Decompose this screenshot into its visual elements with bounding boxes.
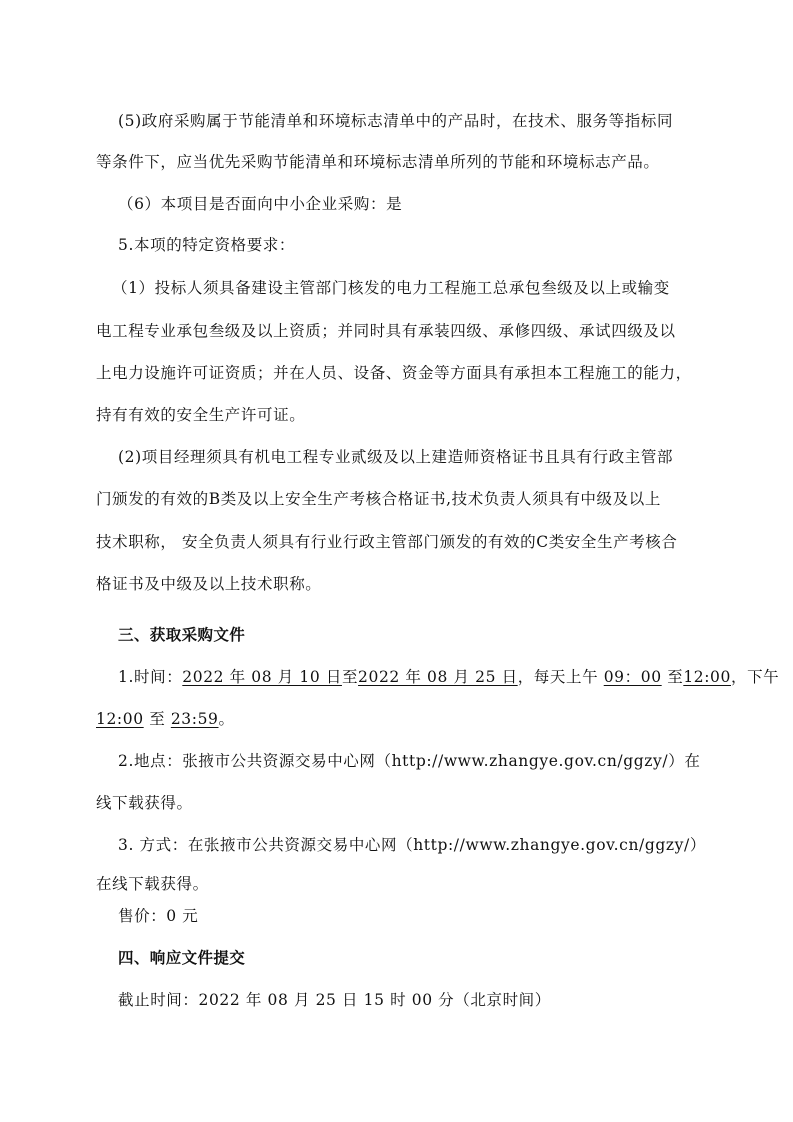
method-line-2: 在线下载获得。	[96, 875, 209, 893]
am-start-time: 09：00	[603, 668, 662, 686]
time-line-1	[118, 667, 779, 687]
end-date: 2022 年 08 月 25 日	[358, 668, 518, 686]
to-separator-3: 至	[143, 710, 171, 728]
qualification-1-line-3: 上电力设施许可证资质；并在人员、设备、资金等方面具有承担本工程施工的能力，	[96, 364, 692, 382]
qualification-2-line-3: 技术职称， 安全负责人须具有行业行政主管部门颁发的有效的C类安全生产考核合	[96, 533, 678, 551]
paragraph-5-line-1: (5)政府采购属于节能清单和环境标志清单中的产品时，在技术、服务等指标同	[118, 112, 674, 130]
section-3-heading: 三、获取采购文件	[118, 626, 246, 644]
pm-label: ，下午	[730, 668, 780, 686]
qualification-1-line-1: （1）投标人须具备建设主管部门核发的电力工程施工总承包叁级及以上或输变	[112, 279, 670, 297]
qualification-2-line-4: 格证书及中级及以上技术职称。	[96, 575, 322, 593]
time-end: 。	[218, 710, 235, 728]
deadline-line: 截止时间：2022 年 08 月 25 日 15 时 00 分（北京时间）	[118, 991, 551, 1009]
time-line-2	[96, 709, 235, 729]
qualification-title: 5.本项的特定资格要求：	[118, 236, 295, 254]
place-line-2: 线下载获得。	[96, 794, 193, 812]
paragraph-5-line-2: 等条件下，应当优先采购节能清单和环境标志清单所列的节能和环境标志产品。	[96, 153, 660, 171]
pm-start-time: 12:00	[96, 710, 144, 728]
pm-end-time: 23:59	[170, 710, 219, 728]
am-end-time: 12:00	[683, 668, 731, 686]
qualification-2-line-1: (2)项目经理须具有机电工程专业贰级及以上建造师资格证书且具有行政主管部	[118, 448, 674, 466]
daily-text: ，每天上午	[517, 668, 604, 686]
qualification-1-line-4: 持有有效的安全生产许可证。	[96, 406, 306, 424]
qualification-2-line-2: 门颁发的有效的B类及以上安全生产考核合格证书,技术负责人须具有中级及以上	[96, 490, 661, 508]
start-date: 2022 年 08 月 10 日	[182, 668, 342, 686]
to-separator: 至	[341, 668, 359, 686]
place-line-1: 2.地点：张掖市公共资源交易中心网（http://www.zhangye.gov.cn/ggzy/）在	[118, 752, 701, 770]
paragraph-6: （6）本项目是否面向中小企业采购：是	[118, 195, 403, 213]
method-line-1: 3. 方式：在张掖市公共资源交易中心网（http://www.zhangye.gov.cn/ggzy/）	[118, 836, 706, 854]
section-4-heading: 四、响应文件提交	[118, 949, 246, 967]
to-separator-2: 至	[661, 668, 684, 686]
time-prefix: 1.时间：	[118, 668, 183, 686]
price-line: 售价：0 元	[118, 907, 199, 925]
qualification-1-line-2: 电工程专业承包叁级及以上资质；并同时具有承装四级、承修四级、承试四级及以	[96, 322, 676, 340]
